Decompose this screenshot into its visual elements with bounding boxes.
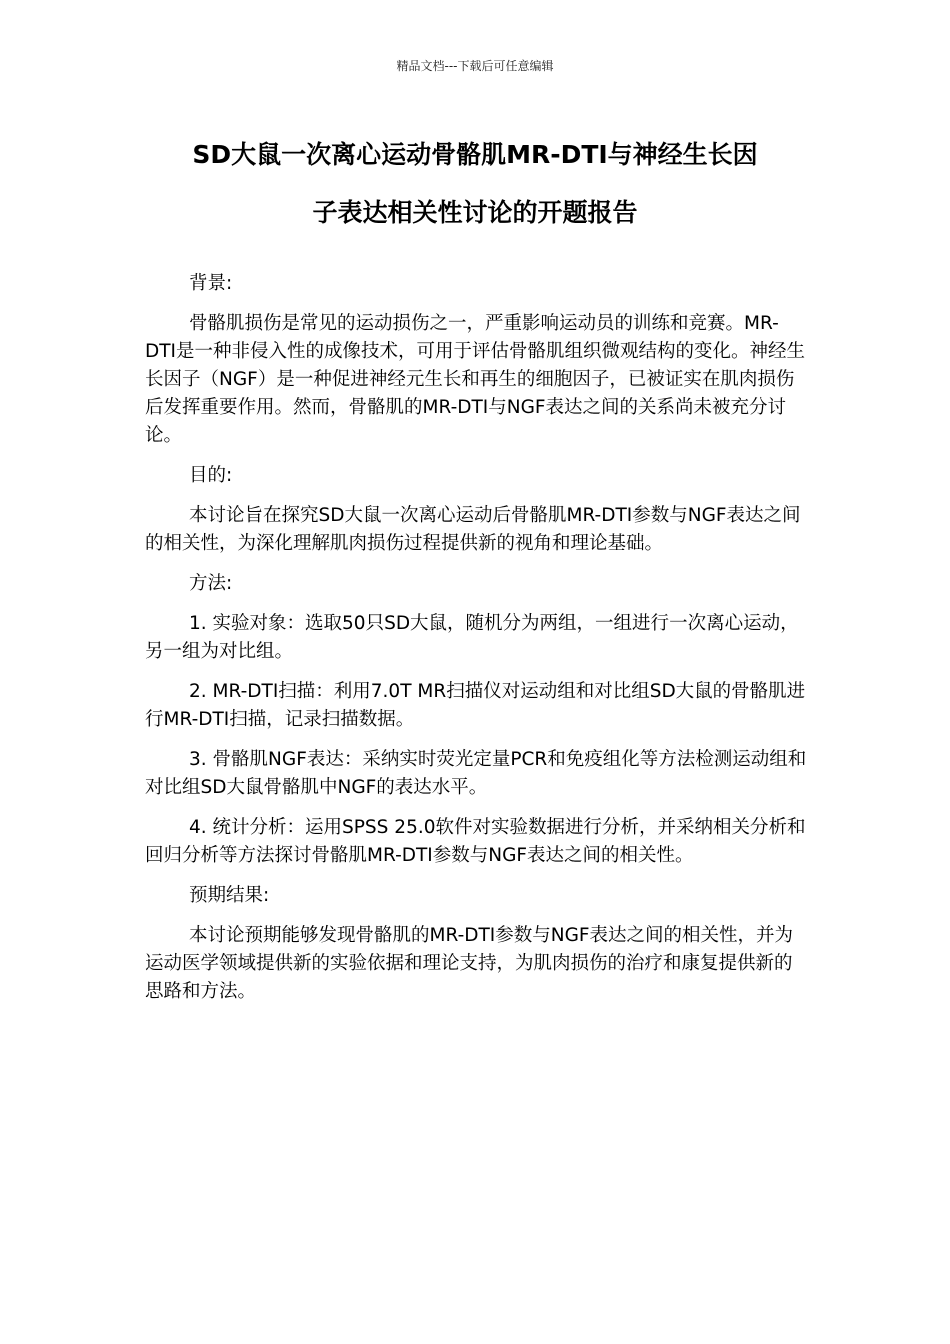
background-paragraph: 骨骼肌损伤是常见的运动损伤之一，严重影响运动员的训练和竞赛。MR-DTI是一种非侵入性的成像技术，可用于评估骨骼肌组织微观结构的变化。神经生长因子（NGF）是一种促进神经元生长和再生的细胞因子，已被证实在肌肉损伤后发挥重要作用。然而，骨骼肌的MR-DTI与NGF表达之间的关系尚未被充分讨论。 bbox=[145, 313, 806, 446]
background-heading: 背景: bbox=[189, 273, 233, 294]
method-item-1: 1. 实验对象：选取50只SD大鼠，随机分为两组，一组进行一次离心运动，另一组为对比组。 bbox=[145, 613, 799, 662]
method-item-4: 4. 统计分析：运用SPSS 25.0软件对实验数据进行分析，并采纳相关分析和回归分析等方法探讨骨骼肌MR-DTI参数与NGF表达之间的相关性。 bbox=[145, 817, 806, 866]
methods-heading: 方法: bbox=[189, 573, 233, 594]
method-item-2: 2. MR-DTI扫描：利用7.0T MR扫描仪对运动组和对比组SD大鼠的骨骼肌进行MR-DTI扫描，记录扫描数据。 bbox=[145, 681, 806, 730]
document-title-line-2: 子表达相关性讨论的开题报告 bbox=[312, 198, 638, 227]
document-body bbox=[145, 270, 807, 1018]
purpose-paragraph: 本讨论旨在探究SD大鼠一次离心运动后骨骼肌MR-DTI参数与NGF表达之间的相关性，为深化理解肌肉损伤过程提供新的视角和理论基础。 bbox=[145, 505, 801, 554]
expected-results-paragraph: 本讨论预期能够发现骨骼肌的MR-DTI参数与NGF表达之间的相关性，并为运动医学领域提供新的实验依据和理论支持，为肌肉损伤的治疗和康复提供新的思路和方法。 bbox=[145, 925, 794, 1002]
method-item-3: 3. 骨骼肌NGF表达：采纳实时荧光定量PCR和免疫组化等方法检测运动组和对比组SD大鼠骨骼肌中NGF的表达水平。 bbox=[145, 749, 807, 798]
expected-results-heading: 预期结果: bbox=[189, 885, 270, 906]
document-title-line-1: SD大鼠一次离心运动骨骼肌MR-DTI与神经生长因 bbox=[192, 140, 758, 169]
header-note: 精品文档---下载后可任意编辑 bbox=[396, 59, 554, 73]
purpose-heading: 目的: bbox=[189, 465, 233, 486]
